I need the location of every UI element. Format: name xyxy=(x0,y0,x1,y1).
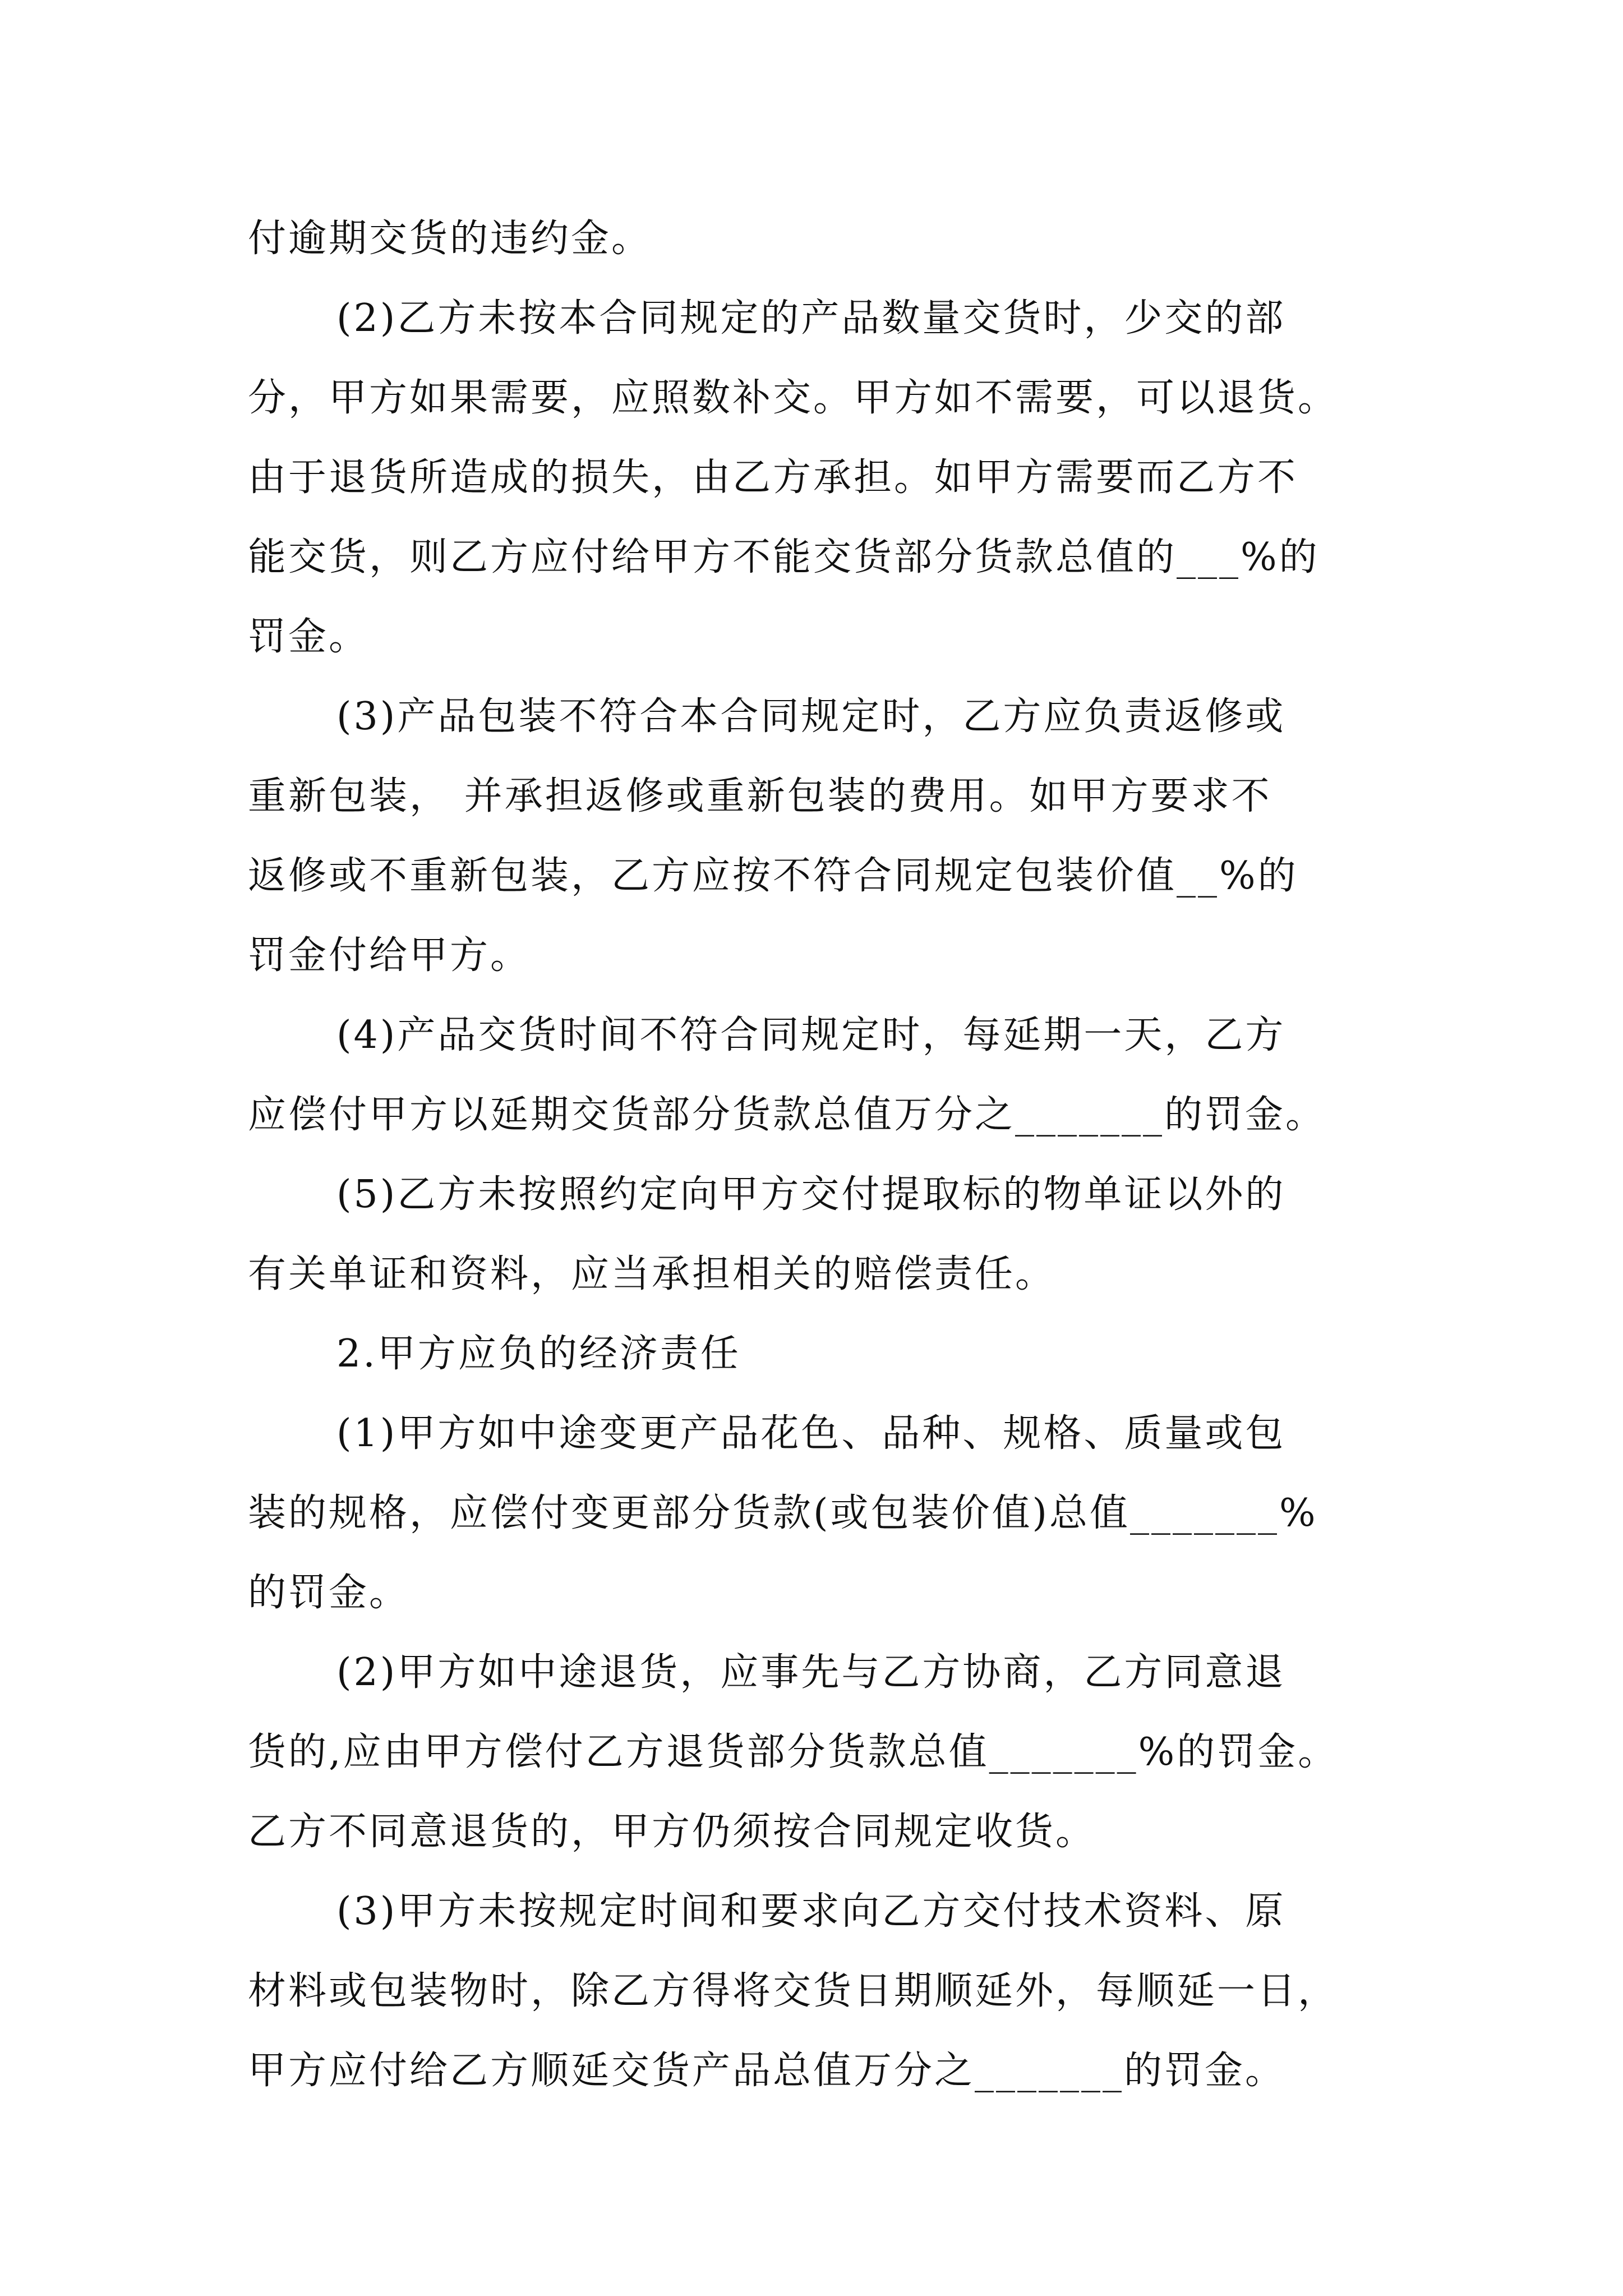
text-line: 货的,应由甲方偿付乙方退货部分货款总值_______%的罚金。 xyxy=(248,1730,1339,1774)
text-line: 返修或不重新包装，乙方应按不符合同规定包装价值__%的 xyxy=(248,854,1298,898)
text-line: (3)产品包装不符合本合同规定时，乙方应负责返修或 xyxy=(336,694,1286,739)
text-line: 应偿付甲方以延期交货部分货款总值万分之_______的罚金。 xyxy=(248,1093,1326,1137)
text-line: 罚金付给甲方。 xyxy=(248,933,531,978)
section-heading: 2.甲方应负的经济责任 xyxy=(336,1332,741,1376)
text-line: 能交货，则乙方应付给甲方不能交货部分货款总值的___%的 xyxy=(248,535,1320,579)
text-line: (4)产品交货时间不符合同规定时，每延期一天，乙方 xyxy=(336,1013,1286,1057)
text-line: 罚金。 xyxy=(248,615,370,659)
text-line: 由于退货所造成的损失，由乙方承担。如甲方需要而乙方不 xyxy=(248,455,1298,500)
text-line: 材料或包装物时，除乙方得将交货日期顺延外，每顺延一日， xyxy=(248,1969,1339,2013)
text-line: 重新包装， 并承担返修或重新包装的费用。如甲方要求不 xyxy=(248,774,1272,818)
text-line: (3)甲方未按规定时间和要求向乙方交付技术资料、原 xyxy=(336,1889,1286,1934)
text-line: 有关单证和资料，应当承担相关的赔偿责任。 xyxy=(248,1252,1056,1296)
text-line: (2)乙方未按本合同规定的产品数量交货时，少交的部 xyxy=(336,296,1286,341)
text-line: 装的规格，应偿付变更部分货款(或包装价值)总值_______% xyxy=(248,1491,1318,1535)
text-line: (5)乙方未按照约定向甲方交付提取标的物单证以外的 xyxy=(336,1172,1286,1217)
text-line: 甲方应付给乙方顺延交货产品总值万分之_______的罚金。 xyxy=(248,2049,1286,2093)
text-line: 乙方不同意退货的，甲方仍须按合同规定收货。 xyxy=(248,1810,1096,1854)
text-line: 分，甲方如果需要，应照数补交。甲方如不需要，可以退货。 xyxy=(248,376,1339,420)
text-line: 的罚金。 xyxy=(248,1571,410,1615)
text-line: 付逾期交货的违约金。 xyxy=(248,217,652,261)
text-line: (2)甲方如中途退货，应事先与乙方协商，乙方同意退 xyxy=(336,1650,1286,1695)
text-line: (1)甲方如中途变更产品花色、品种、规格、质量或包 xyxy=(336,1411,1286,1456)
